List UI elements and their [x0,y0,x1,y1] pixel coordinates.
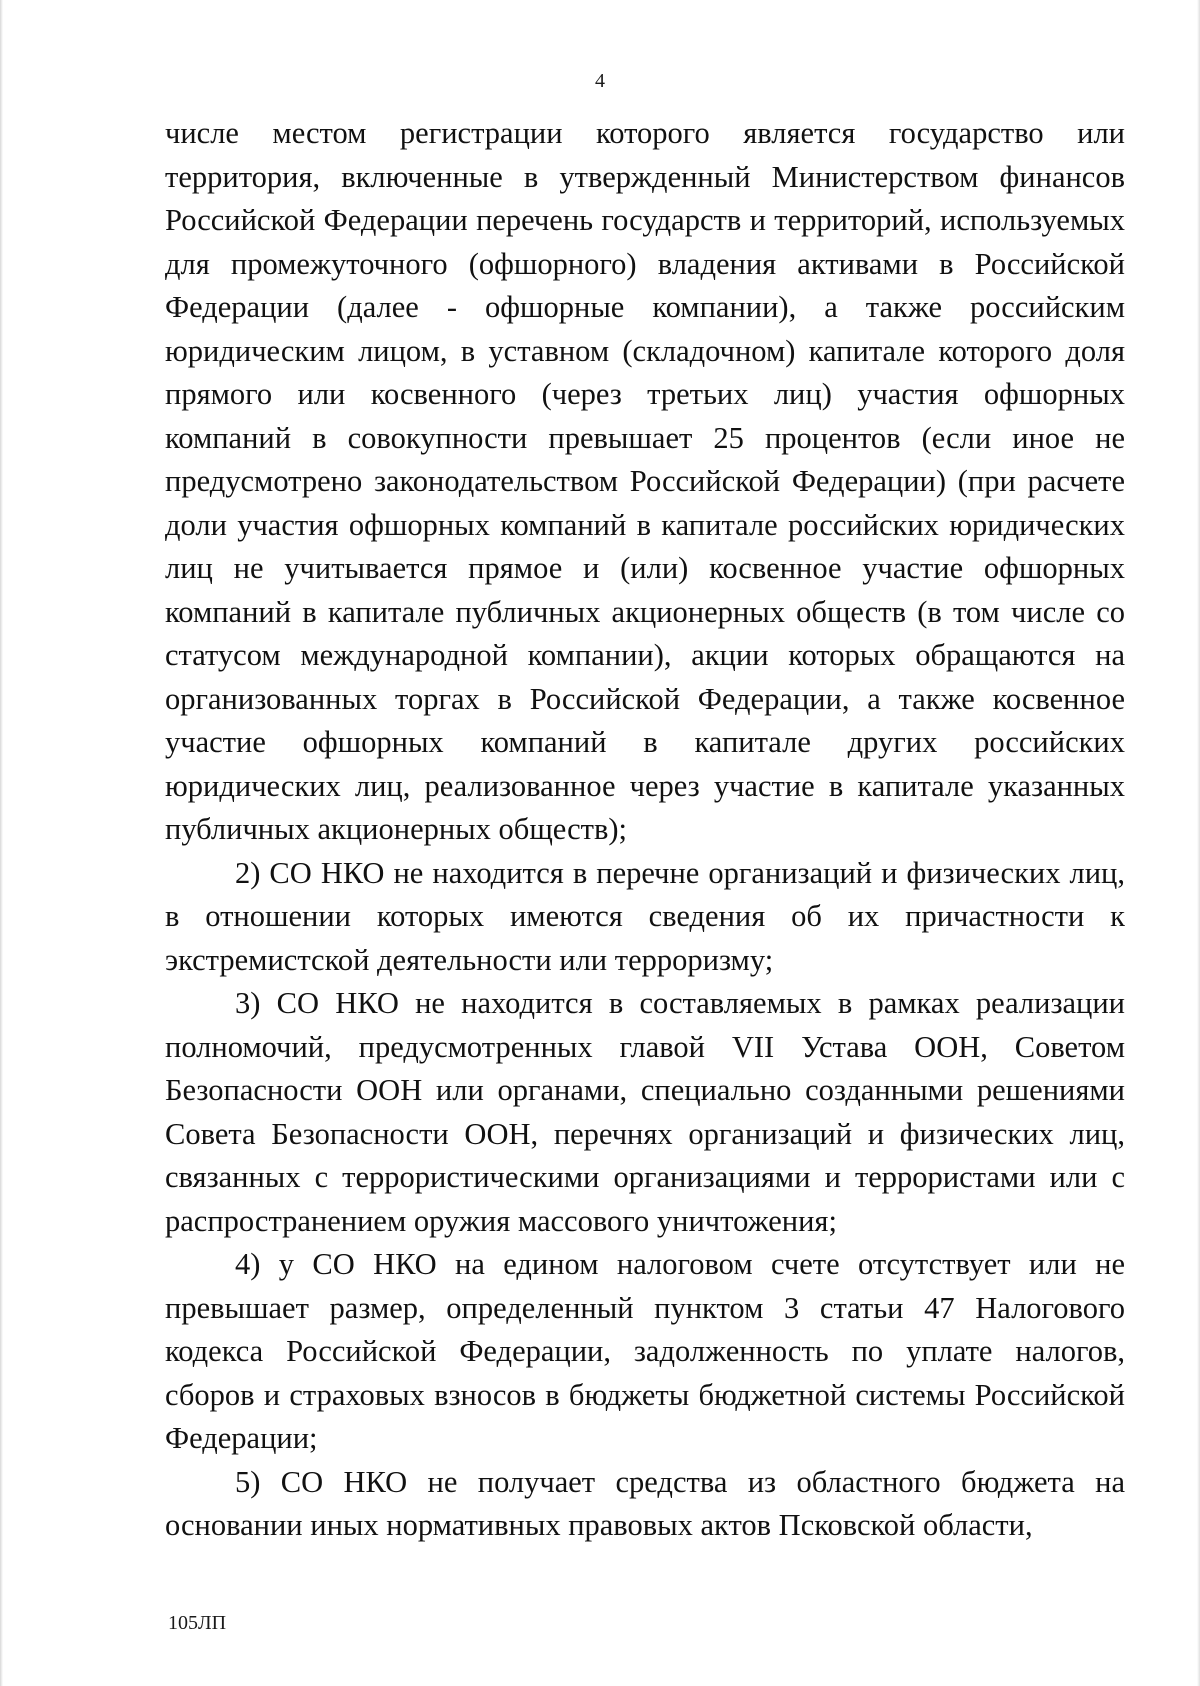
paragraph-item-2: 2) СО НКО не находится в перечне организаций и физических лиц, в отношении которых имеются сведения об их причастности к экстремистской деятельности или терроризму; [165,855,1125,977]
paragraph-item-4: 4) у СО НКО на едином налоговом счете отсутствует или не превышает размер, определенный пунктом 3 статьи 47 Налогового кодекса Российской Федерации, задолженность по уплате налогов, сборов и страховых взносов в бюджеты бюджетной системы Российской Федерации; [165,1247,1125,1455]
paragraph-item-3: 3) СО НКО не находится в составляемых в рамках реализации полномочий, предусмотренных главой VII Устава ООН, Советом Безопасности ООН или органами, специально созданными решениями Совета Безопасности ООН, перечнях организаций и физических лиц, связанных с террористическими организациями и террористами или с распространением оружия массового уничтожения; [165,986,1125,1238]
paragraph-item-5: 5) СО НКО не получает средства из областного бюджета на основании иных нормативных правовых актов Псковской области, [165,1464,1125,1542]
paragraph-continuation: числе местом регистрации которого является государство или территория, включенные в утвержденный Министерством финансов Российской Федерации перечень государств и территорий, используемых для промежуточного (офшорного) владения активами в Российской Федерации (далее - офшорные компании), а также российским юридическим лицом, в уставном (складочном) капитале которого доля прямого или косвенного (через третьих лиц) участия офшорных компаний в совокупности превышает 25 процентов (если иное не предусмотрено законодательством Российской Федерации) (при расчете доли участия офшорных компаний в капитале российских юридических лиц не учитывается прямое и (или) косвенное участие офшорных компаний в капитале публичных акционерных обществ (в том числе со статусом международной компании), акции которых обращаются на организованных торгах в Российской Федерации, а также косвенное участие офшорных компаний в капитале других российских юридических лиц, реализованное через участие в капитале указанных публичных акционерных обществ); [165,116,1125,846]
page-number: 4 [595,70,605,92]
scan-edge-left [0,0,3,1686]
document-body [165,112,1125,1548]
document-code: 105ЛП [168,1612,227,1634]
